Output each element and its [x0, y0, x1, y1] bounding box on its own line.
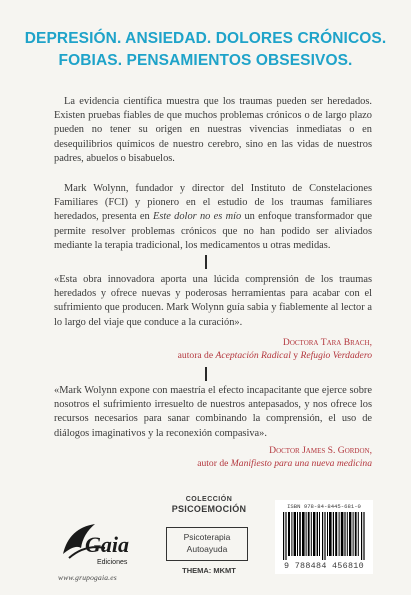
section-divider [205, 367, 207, 381]
author-paragraph-end: un enfoque transformador que permite resolver problemas crónicos que no han podido ser aliviados mediante la terapia tradicional, los medicamentos u otras medidas. [54, 211, 373, 251]
isbn-text: ISBN 978-84-8445-681-0 [287, 503, 361, 510]
quote-2-role [197, 457, 372, 470]
quote-2-role-prefix: autor de [197, 458, 231, 469]
publisher-website: www.grupogaia.es [58, 573, 117, 582]
quote-1-book-2: Refugio Verdadero [300, 350, 372, 361]
quote-2-text: «Mark Wolynn expone con maestría el efecto incapacitante que ejerce sobre nosotros el sufrimiento irresuelto de nuestros antepasados, y nos ofrece los recursos necesarios para sanar combinando la comprensión, el uso de diálogos imaginativos y la reconexión compasiva». [54, 385, 372, 439]
quote-1-text: «Esta obra innovadora aporta una lúcida comprensión de los traumas heredados y ofrece nuevas y poderosas herramientas para acabar con el sufrimiento que producen. Mark Wolynn guía sabia y fiablemente al lector a lo largo del viaje que conduce a la curación». [54, 274, 372, 328]
quote-1-attribution [178, 336, 372, 362]
quote-1-conjunction: y [290, 350, 301, 361]
barcode-bars [283, 512, 365, 560]
intro-paragraph: La evidencia científica muestra que los traumas pueden ser heredados. Existen pruebas fiables de que muchos problemas crónicos o de largo plazo pueden no tener su origen en nuestras vivencias inmediatas o en desequilibrios químicos de nuestro cerebro, sino en las vidas de nuestros padres, abuelos o bisabuelos. [54, 96, 372, 164]
barcode-number: 9 788484 456810 [284, 561, 364, 571]
section-divider [205, 255, 207, 269]
author-paragraph [54, 182, 372, 253]
headline-line-1: DEPRESIÓN. ANSIEDAD. DOLORES CRÓNICOS. [24, 30, 387, 47]
quote-1-book-1: Aceptación Radical [215, 350, 291, 361]
quote-2-attribution [197, 444, 372, 470]
category-1: Psicoterapia [183, 532, 231, 542]
collection-name: PSICOEMOCIÓN [171, 504, 247, 514]
quote-1-role [178, 349, 372, 362]
quote-1-role-prefix: autora de [177, 350, 216, 361]
logo-subtext: Ediciones [97, 559, 128, 566]
collection-block [166, 496, 252, 514]
author-paragraph-start: Mark Wolynn, fundador y director del Instituto de Constelaciones Familiares (FCI) y pionero en el estudio de los traumas familiares heredados, presenta en [54, 183, 372, 223]
quote-1-author: Doctora Tara Brach, [282, 337, 372, 348]
gaia-logo [55, 514, 143, 572]
cover-headline [0, 28, 411, 72]
thema-code: THEMA: MKMT [182, 566, 236, 575]
category-box [166, 527, 248, 561]
quote-2-author: Doctor James S. Gordon, [269, 445, 372, 456]
book-title: Este dolor no es mío [153, 211, 242, 223]
headline-line-2: FOBIAS. PENSAMIENTOS OBSESIVOS. [58, 52, 353, 69]
quote-2-book: Manifiesto para una nueva medicina [230, 458, 372, 469]
logo-text: Gaia [85, 532, 129, 557]
collection-label: COLECCIÓN [185, 496, 233, 503]
category-2: Autoayuda [186, 544, 228, 554]
